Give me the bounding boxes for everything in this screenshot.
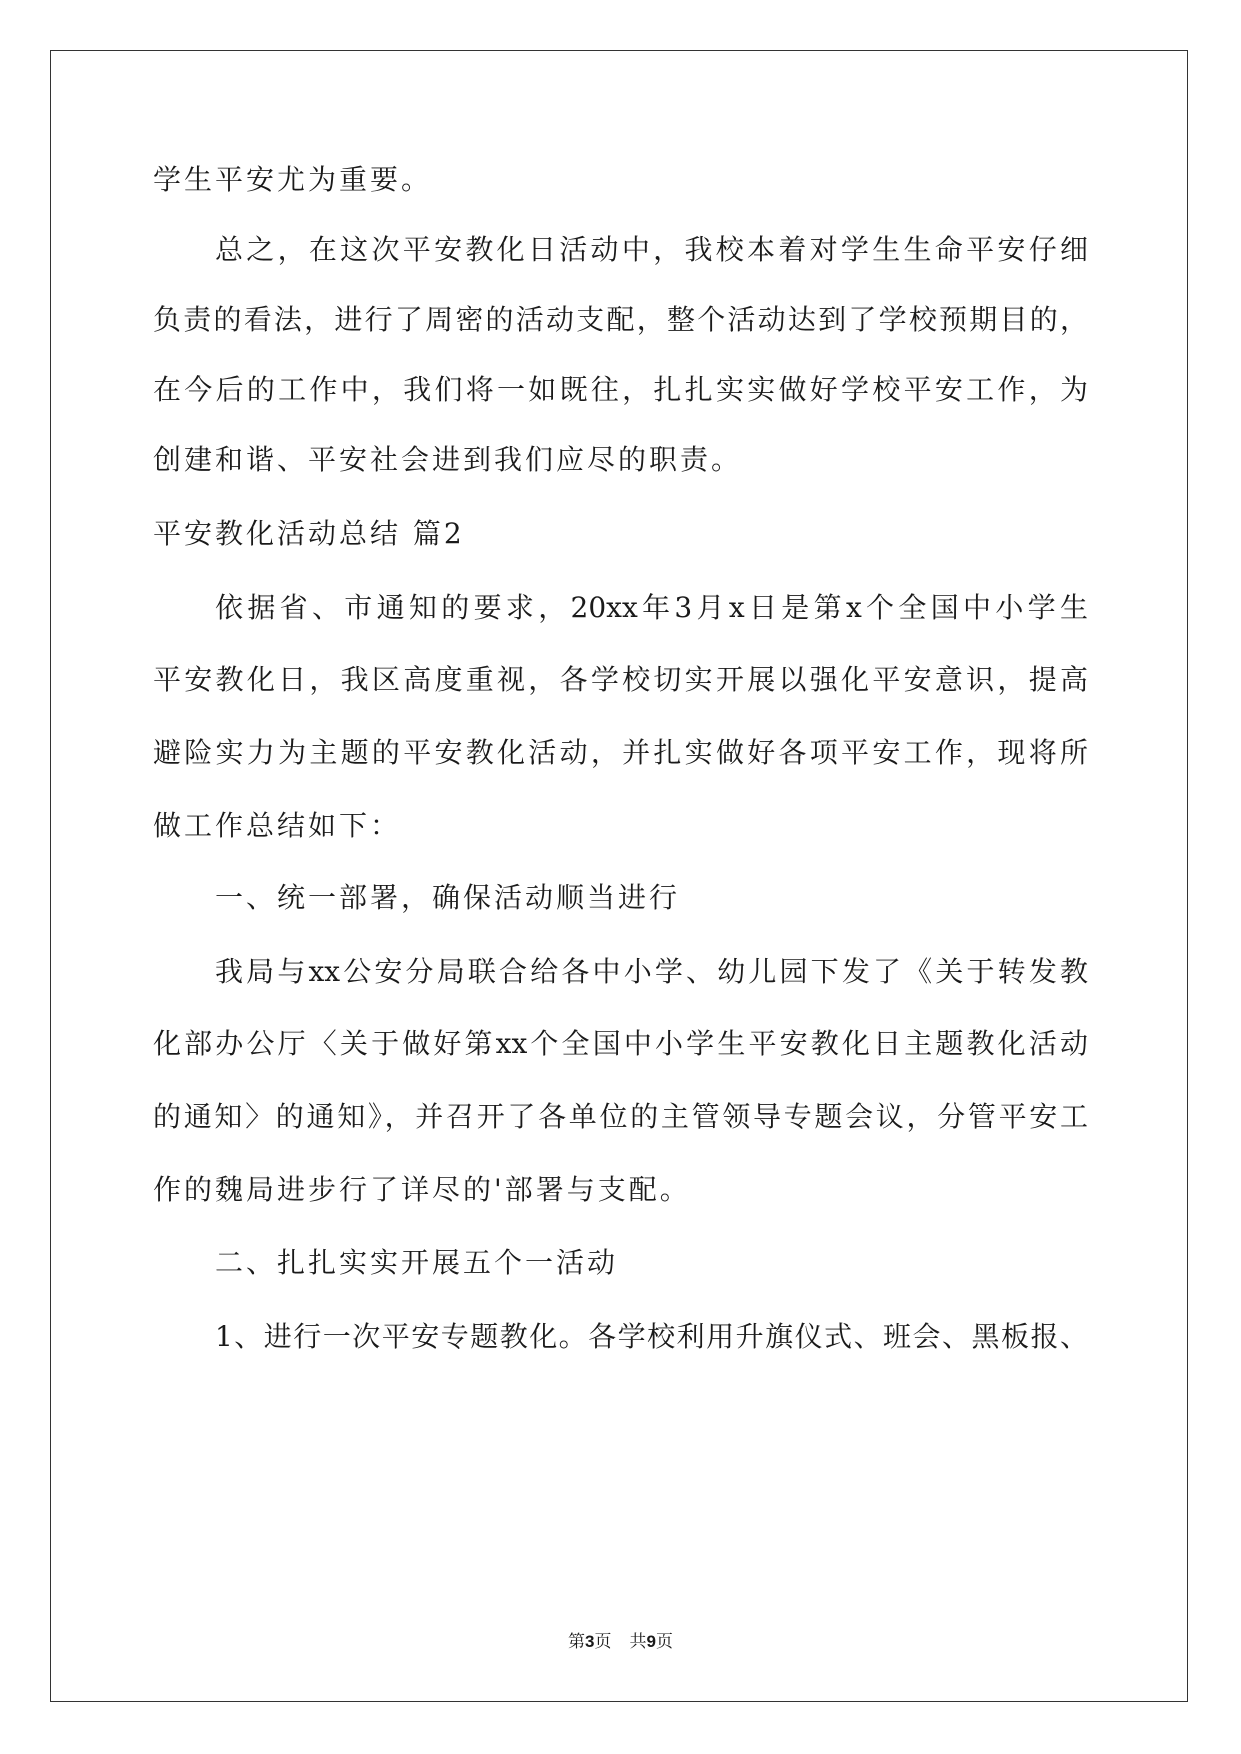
page-suffix: 页 bbox=[594, 1632, 612, 1652]
paragraph-line: 化部办公厅〈关于做好第xx个全国中小学生平安教化日主题教化活动 bbox=[153, 1027, 1088, 1060]
total-prefix: 共 bbox=[629, 1632, 647, 1652]
total-suffix: 页 bbox=[655, 1632, 673, 1652]
section-heading: 平安教化活动总结 篇2 bbox=[153, 517, 465, 550]
paragraph-line: 作的魏局进步行了详尽的'部署与支配。 bbox=[153, 1173, 691, 1206]
page-total: 9 bbox=[646, 1632, 656, 1651]
subheading-line: 二、扎扎实实开展五个一活动 bbox=[215, 1246, 619, 1279]
paragraph-line: 避险实力为主题的平安教化活动，并扎实做好各项平安工作，现将所 bbox=[153, 736, 1088, 769]
subheading-line: 一、统一部署，确保活动顺当进行 bbox=[215, 881, 681, 914]
paragraph-line: 负责的看法，进行了周密的活动支配，整个活动达到了学校预期目的， bbox=[153, 303, 1088, 336]
paragraph-line: 总之，在这次平安教化日活动中，我校本着对学生生命平安仔细 bbox=[215, 233, 1088, 266]
paragraph-line: 我局与xx公安分局联合给各中小学、幼儿园下发了《关于转发教 bbox=[215, 955, 1088, 988]
paragraph-line: 学生平安尤为重要。 bbox=[153, 163, 433, 196]
page-prefix: 第 bbox=[568, 1632, 586, 1652]
page-current: 3 bbox=[585, 1632, 595, 1651]
paragraph-line: 平安教化日，我区高度重视，各学校切实开展以强化平安意识，提高 bbox=[153, 663, 1088, 696]
paragraph-line: 的通知〉的通知》，并召开了各单位的主管领导专题会议，分管平安工 bbox=[153, 1100, 1088, 1133]
paragraph-line: 在今后的工作中，我们将一如既往，扎扎实实做好学校平安工作，为 bbox=[153, 373, 1088, 406]
paragraph-line: 依据省、市通知的要求，20xx年3月x日是第x个全国中小学生 bbox=[215, 591, 1088, 624]
page-footer bbox=[0, 1630, 1241, 1654]
paragraph-line: 1、进行一次平安专题教化。各学校利用升旗仪式、班会、黑板报、 bbox=[215, 1320, 1088, 1353]
page-border bbox=[50, 50, 1188, 1702]
paragraph-line: 做工作总结如下： bbox=[153, 809, 402, 842]
paragraph-line: 创建和谐、平安社会进到我们应尽的职责。 bbox=[153, 443, 743, 476]
